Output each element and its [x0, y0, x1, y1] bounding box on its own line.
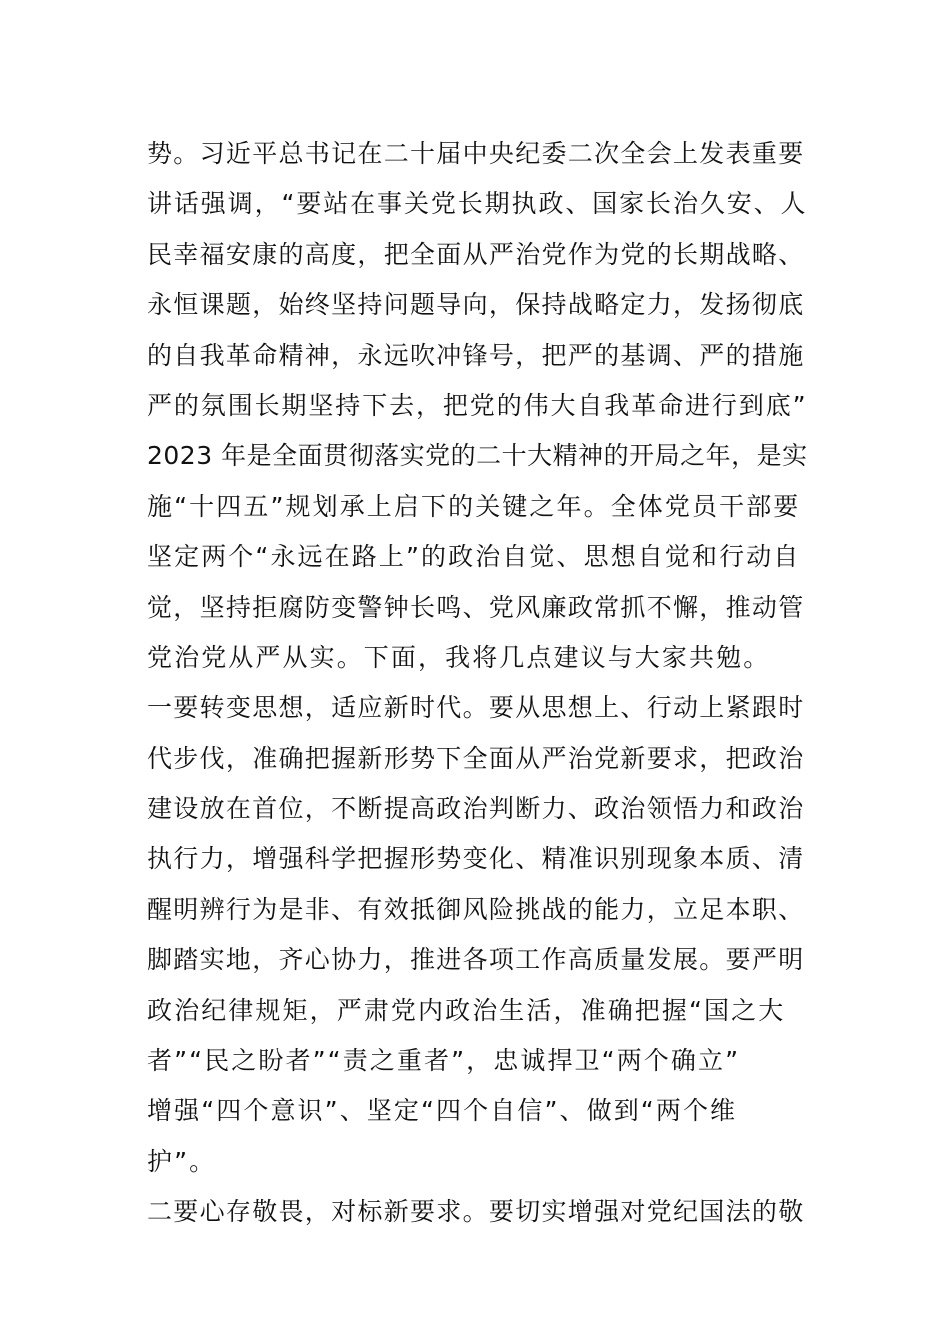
text-line: 醒明辨行为是非、有效抵御风险挑战的能力，立足本职、 — [147, 894, 805, 924]
text-line: 的自我革命精神，永远吹冲锋号，把严的基调、严的措施 — [147, 340, 805, 370]
text-line: 民幸福安康的高度，把全面从严治党作为党的长期战略、 — [147, 239, 805, 269]
text-line: 一要转变思想，适应新时代。要从思想上、行动上紧跟时 — [147, 693, 805, 723]
text-line: 代步伐，准确把握新形势下全面从严治党新要求，把政治 — [147, 743, 805, 773]
text-line: 2023 年是全面贯彻落实党的二十大精神的开局之年，是实 — [147, 441, 808, 471]
text-line: 施“十四五”规划承上启下的关键之年。全体党员干部要 — [147, 491, 801, 521]
text-line: 脚踏实地，齐心协力，推进各项工作高质量发展。要严明 — [147, 945, 805, 975]
text-line: 讲话强调，“要站在事关党长期执政、国家长治久安、人 — [147, 189, 808, 219]
text-line: 建设放在首位，不断提高政治判断力、政治领悟力和政治 — [147, 794, 805, 824]
text-line: 执行力，增强科学把握形势变化、精准识别现象本质、清 — [147, 844, 805, 874]
text-line: 增强“四个意识”、坚定“四个自信”、做到“两个维 — [147, 1096, 738, 1126]
text-line: 政治纪律规矩，严肃党内政治生活，准确把握“国之大 — [147, 995, 786, 1025]
text-line: 严的氛围长期坚持下去，把党的伟大自我革命进行到底” — [147, 390, 808, 420]
text-line: 永恒课题，始终坚持问题导向，保持战略定力，发扬彻底 — [147, 290, 805, 320]
text-line: 护”。 — [147, 1146, 217, 1176]
text-line: 党治党从严从实。下面，我将几点建议与大家共勉。 — [147, 642, 771, 672]
text-line: 二要心存敬畏，对标新要求。要切实增强对党纪国法的敬 — [147, 1197, 805, 1227]
text-line: 者”“民之盼者”“责之重者”，忠诚捍卫“两个确立” — [147, 1046, 741, 1076]
text-line: 坚定两个“永远在路上”的政治自觉、思想自觉和行动自 — [147, 542, 801, 572]
body-text — [147, 129, 807, 1238]
text-line: 势。习近平总书记在二十届中央纪委二次全会上发表重要 — [147, 139, 805, 168]
text-line: 觉，坚持拒腐防变警钟长鸣、党风廉政常抓不懈，推动管 — [147, 592, 805, 622]
